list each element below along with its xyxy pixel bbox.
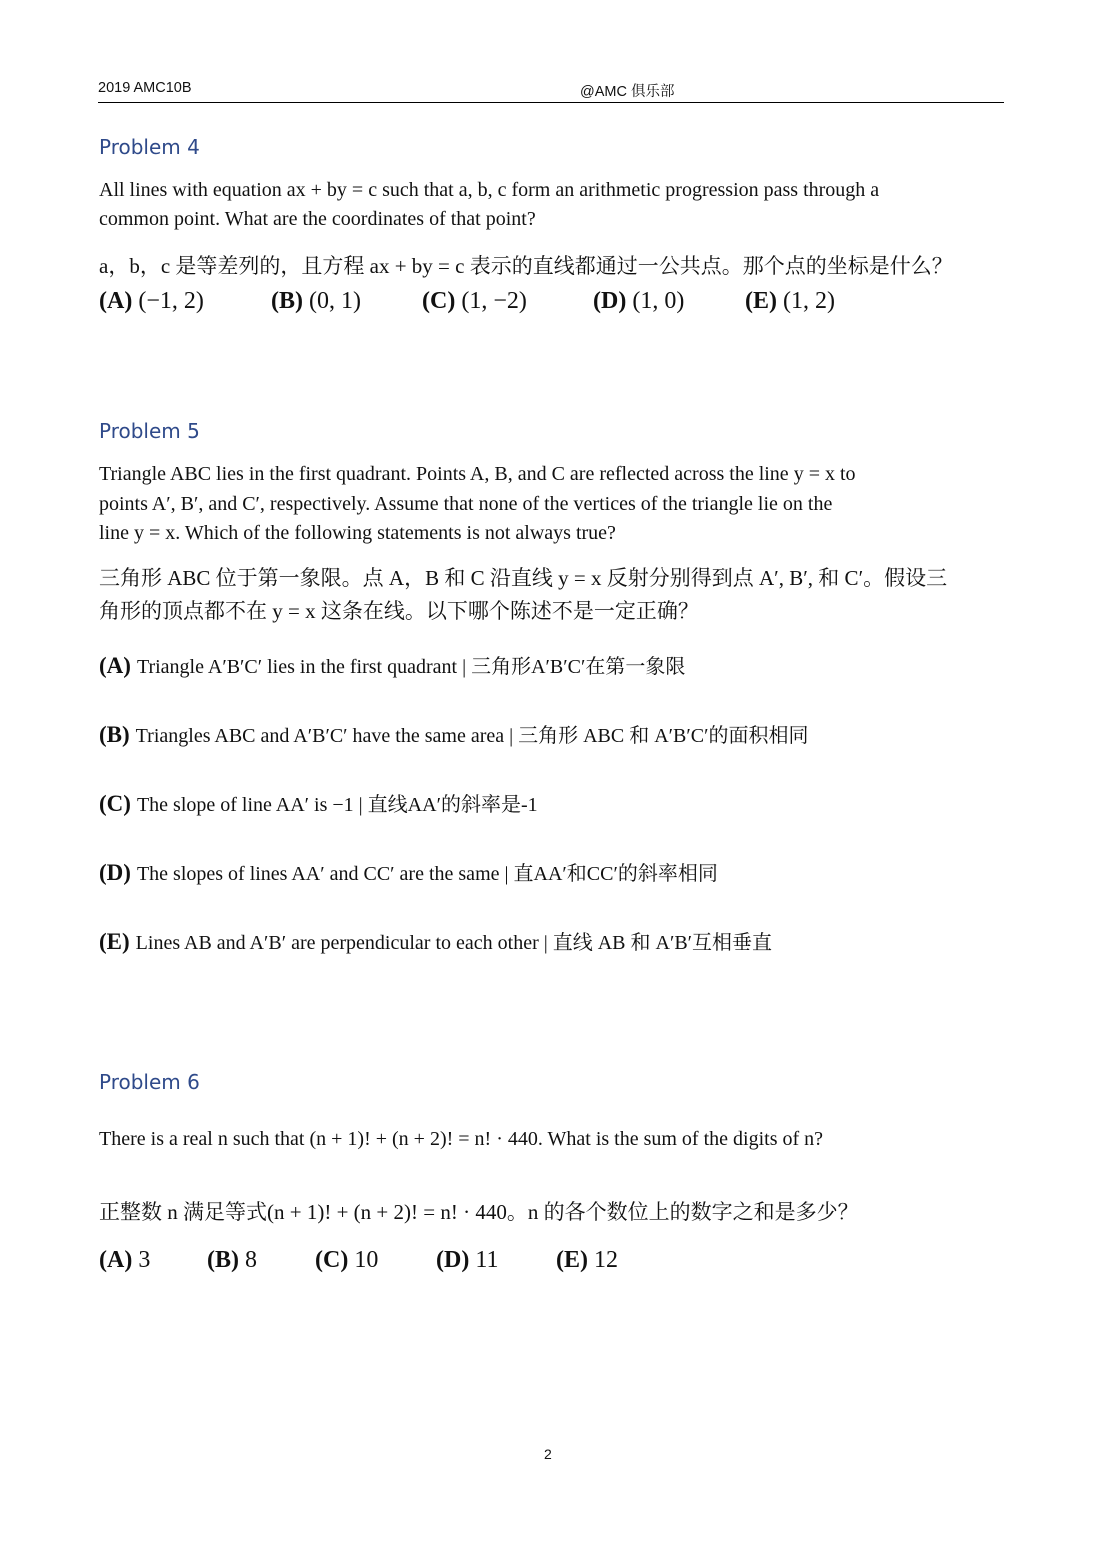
problem-5-text-zh-2: 角形的顶点都不在 y = x 这条在线。以下哪个陈述不是一定正确？ [99, 599, 699, 623]
header-source: @AMC 俱乐部 [580, 84, 675, 100]
problem-5-text-line-2: points A′, B′, and C′, respectively. Assume that none of the vertices of the triangle lie on the [99, 493, 833, 515]
choice-text: Triangles ABC and A′B′C′ have the same area | 三角形 ABC 和 A′B′C′的面积相同 [135, 725, 809, 747]
problem-5-option-e [99, 926, 772, 955]
choice-label: (E) [556, 1247, 588, 1273]
choice-label: (A) [99, 653, 131, 678]
problem-5-option-d [99, 857, 718, 886]
choice-item [271, 288, 361, 315]
problem-5-option-b [99, 719, 808, 748]
choice-label: (C) [422, 288, 456, 314]
choice-text: The slope of line AA′ is −1 | 直线AA′的斜率是-1 [136, 794, 538, 816]
problem-5-title: Problem 5 [99, 419, 200, 443]
choice-text: 3 [138, 1247, 151, 1273]
problem-6-text: There is a real n such that (n + 1)! + (n + 2)! = n! · 440. What is the sum of the digits of n? [99, 1128, 824, 1150]
problem-4-title: Problem 4 [99, 135, 200, 159]
choice-item [315, 1247, 378, 1274]
choice-item [745, 288, 835, 315]
choice-item [207, 1247, 257, 1274]
choice-text: Lines AB and A′B′ are perpendicular to each other | 直线 AB 和 A′B′互相垂直 [135, 932, 773, 954]
choice-label: (E) [99, 929, 130, 954]
problem-5-text-zh-1: 三角形 ABC 位于第一象限。点 A，B 和 C 沿直线 y = x 反射分别得到点 A′, B′, 和 C′。假设三 [99, 566, 948, 590]
choice-text: The slopes of lines AA′ and CC′ are the same | 直AA′和CC′的斜率相同 [136, 863, 718, 885]
choice-label: (D) [99, 860, 131, 885]
problem-4-text-zh: a，b，c 是等差列的，且方程 ax + by = c 表示的直线都通过一公共点。那个点的坐标是什么？ [99, 254, 953, 278]
choice-text: Triangle A′B′C′ lies in the first quadrant | 三角形A′B′C′在第一象限 [136, 656, 686, 678]
choice-item [99, 1247, 150, 1274]
choice-label: (A) [99, 288, 133, 314]
problem-6-title: Problem 6 [99, 1070, 200, 1094]
choice-text: 10 [354, 1247, 379, 1273]
choice-label: (B) [99, 722, 130, 747]
choice-text: (1, −2) [461, 288, 527, 314]
choice-label: (B) [207, 1247, 239, 1273]
choice-label: (D) [593, 288, 627, 314]
choice-item [422, 288, 527, 315]
header-contest: 2019 AMC10B [98, 80, 192, 96]
page-header [98, 80, 1004, 103]
choice-item [593, 288, 684, 315]
choice-text: 12 [594, 1247, 618, 1273]
problem-5-text-line-3: line y = x. Which of the following statements is not always true? [99, 522, 616, 544]
choice-text: (1, 2) [783, 288, 835, 314]
problem-5-text-line-1: Triangle ABC lies in the first quadrant. Points A, B, and C are reflected across the line y = x to [99, 463, 856, 485]
choice-item [99, 288, 204, 315]
choice-text: (−1, 2) [138, 288, 204, 314]
problem-5-option-a [99, 650, 685, 679]
choice-text: (0, 1) [309, 288, 361, 314]
problem-5-option-c [99, 788, 538, 817]
problem-4-text-line-2: common point. What are the coordinates of that point? [99, 208, 536, 230]
choice-text: (1, 0) [632, 288, 685, 314]
choice-label: (A) [99, 1247, 133, 1273]
choice-label: (C) [99, 791, 131, 816]
choice-item [556, 1247, 618, 1274]
choice-text: 11 [475, 1247, 499, 1273]
choice-label: (E) [745, 288, 777, 314]
choice-label: (B) [271, 288, 303, 314]
choice-label: (C) [315, 1247, 349, 1273]
problem-4-text-line-1: All lines with equation ax + by = c such that a, b, c form an arithmetic progression pass through a [99, 179, 880, 201]
problem-6-text-zh: 正整数 n 满足等式(n + 1)! + (n + 2)! = n! · 440。n 的各个数位上的数字之和是多少？ [99, 1200, 859, 1224]
choice-item [436, 1247, 498, 1274]
choice-text: 8 [245, 1247, 257, 1273]
page-number: 2 [544, 1446, 552, 1462]
choice-label: (D) [436, 1247, 470, 1273]
